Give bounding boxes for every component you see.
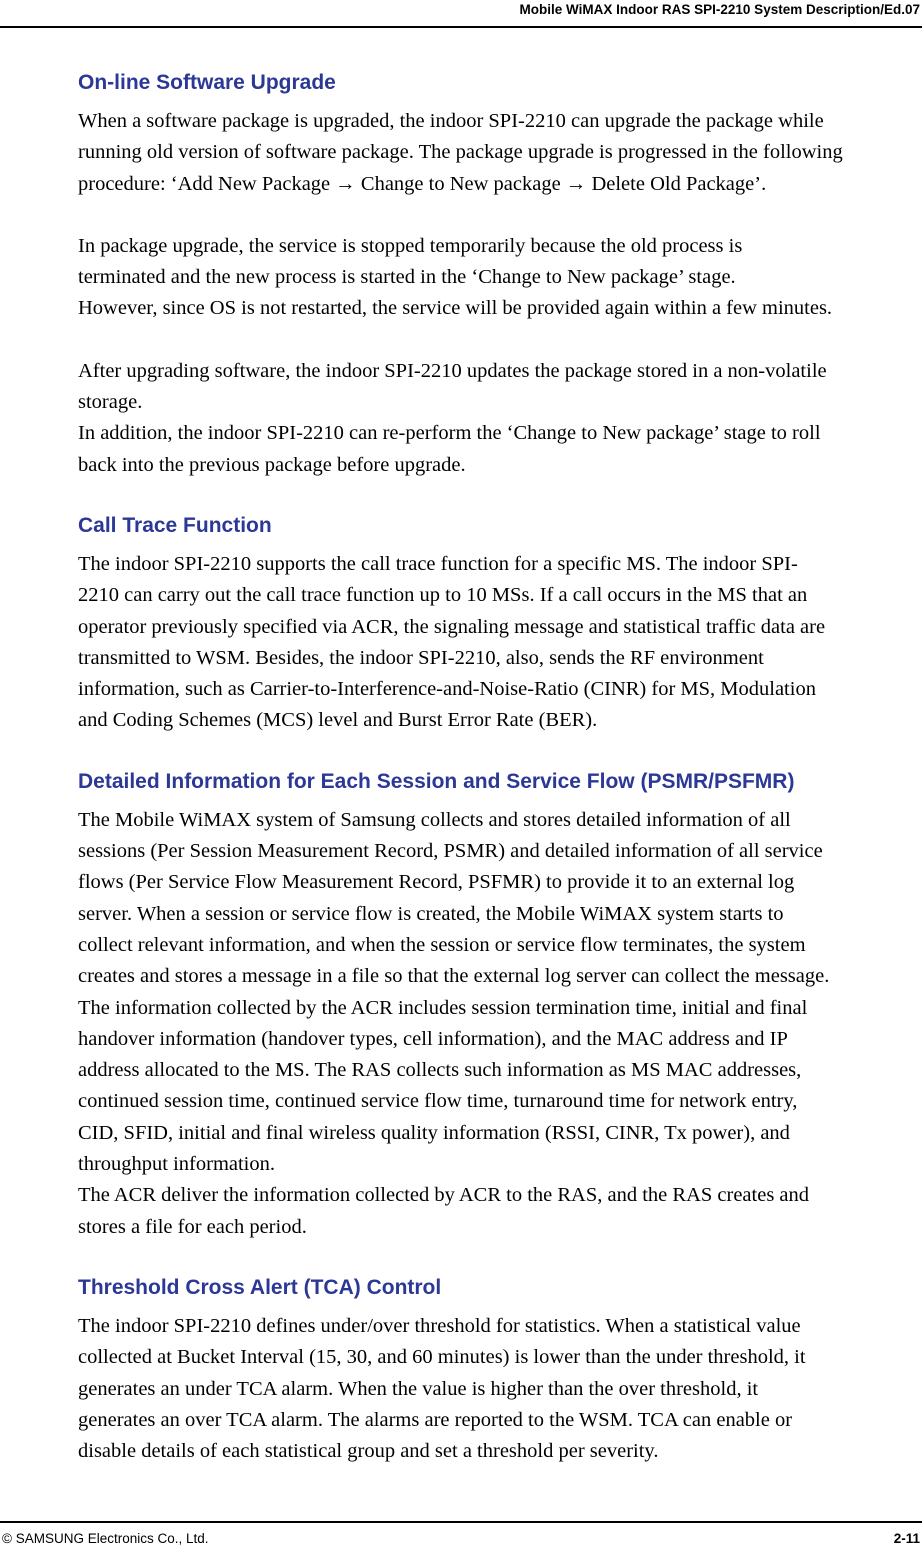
text-line: address allocated to the MS. The RAS collects such information as MS MAC addresses, — [78, 1059, 802, 1082]
text-line: collect relevant information, and when the session or service flow terminates, the system — [78, 933, 806, 956]
text-line: continued session time, continued service flow time, turnaround time for network entry, — [78, 1090, 798, 1113]
text-line: and Coding Schemes (MCS) level and Burst Error Rate (BER). — [78, 709, 598, 732]
text-line: After upgrading software, the indoor SPI-2210 updates the package stored in a non-volatile — [78, 359, 827, 382]
text-line: information, such as Carrier-to-Interference-and-Noise-Ratio (CINR) for MS, Modulation — [78, 678, 816, 701]
text-line: terminated and the new process is started in the ‘Change to New package’ stage. — [78, 266, 736, 289]
text-line: generates an over TCA alarm. The alarms are reported to the WSM. TCA can enable or — [78, 1408, 793, 1431]
text-line: The Mobile WiMAX system of Samsung collects and stores detailed information of all — [78, 808, 791, 831]
text-line: back into the previous package before upgrade. — [78, 453, 466, 476]
section-title-psmr: Detailed Information for Each Session and Service Flow (PSMR/PSFMR) — [78, 769, 795, 793]
page-content — [78, 68, 922, 1467]
text-line: flows (Per Service Flow Measurement Record, PSFMR) to provide it to an external log — [78, 871, 795, 894]
text-line: sessions (Per Session Measurement Record, PSMR) and detailed information of all service — [78, 840, 823, 863]
text-line: stores a file for each period. — [78, 1215, 307, 1238]
page-footer — [0, 1521, 922, 1551]
paragraph — [78, 805, 922, 1243]
section-call-trace-function — [78, 511, 922, 737]
page-header — [0, 0, 922, 28]
text-line: operator previously specified via ACR, the signaling message and statistical traffic data are — [78, 615, 826, 638]
text-line: In package upgrade, the service is stopped temporarily because the old process is — [78, 234, 743, 257]
text-line: generates an under TCA alarm. When the value is higher than the over threshold, it — [78, 1377, 759, 1400]
section-online-software-upgrade — [78, 68, 922, 481]
section-psmr-psfmr — [78, 767, 922, 1243]
text-line: transmitted to WSM. Besides, the indoor SPI-2210, also, sends the RF environment — [78, 646, 764, 669]
text-line: running old version of software package. The package upgrade is progressed in the following — [78, 141, 843, 164]
text-line: CID, SFID, initial and final wireless quality information (RSSI, CINR, Tx power), and — [78, 1121, 790, 1144]
text-line: throughput information. — [78, 1153, 276, 1176]
paragraph — [78, 106, 922, 200]
text-line: In addition, the indoor SPI-2210 can re-perform the ‘Change to New package’ stage to roll — [78, 422, 821, 445]
text-line: However, since OS is not restarted, the service will be provided again within a few minutes. — [78, 297, 833, 320]
copyright-text: © SAMSUNG Electronics Co., Ltd. — [2, 1531, 209, 1546]
section-title-tca: Threshold Cross Alert (TCA) Control — [78, 1275, 442, 1299]
section-title-call-trace: Call Trace Function — [78, 513, 272, 537]
text-line: When a software package is upgraded, the indoor SPI-2210 can upgrade the package while — [78, 110, 824, 132]
text-line: The ACR deliver the information collected by ACR to the RAS, and the RAS creates and — [78, 1184, 810, 1207]
page-number: 2-11 — [893, 1531, 920, 1546]
section-tca-control — [78, 1273, 922, 1467]
text-line: The indoor SPI-2210 supports the call trace function for a specific MS. The indoor SPI- — [78, 552, 798, 575]
paragraph — [78, 549, 922, 737]
text-line: collected at Bucket Interval (15, 30, and 60 minutes) is lower than the under threshold, it — [78, 1346, 806, 1369]
text-line: The information collected by the ACR includes session termination time, initial and final — [78, 996, 808, 1019]
section-title-online-upgrade: On-line Software Upgrade — [78, 71, 336, 94]
text-line: The indoor SPI-2210 defines under/over threshold for statistics. When a statistical value — [78, 1314, 801, 1337]
text-line: disable details of each statistical group and set a threshold per severity. — [78, 1440, 659, 1463]
paragraph — [78, 1311, 922, 1467]
text-line: server. When a session or service flow is created, the Mobile WiMAX system starts to — [78, 902, 784, 925]
text-line: handover information (handover types, cell information), and the MAC address and IP — [78, 1027, 788, 1050]
text-line: creates and stores a message in a file so that the external log server can collect the message. — [78, 965, 830, 988]
document-title: Mobile WiMAX Indoor RAS SPI-2210 System Description/Ed.07 — [519, 2, 920, 17]
paragraph — [78, 231, 922, 325]
paragraph — [78, 356, 922, 481]
text-line: 2210 can carry out the call trace function up to 10 MSs. If a call occurs in the MS that an — [78, 584, 808, 607]
text-line: storage. — [78, 391, 143, 414]
text-line: procedure: ‘Add New Package → Change to New package → Delete Old Package’. — [78, 172, 767, 195]
